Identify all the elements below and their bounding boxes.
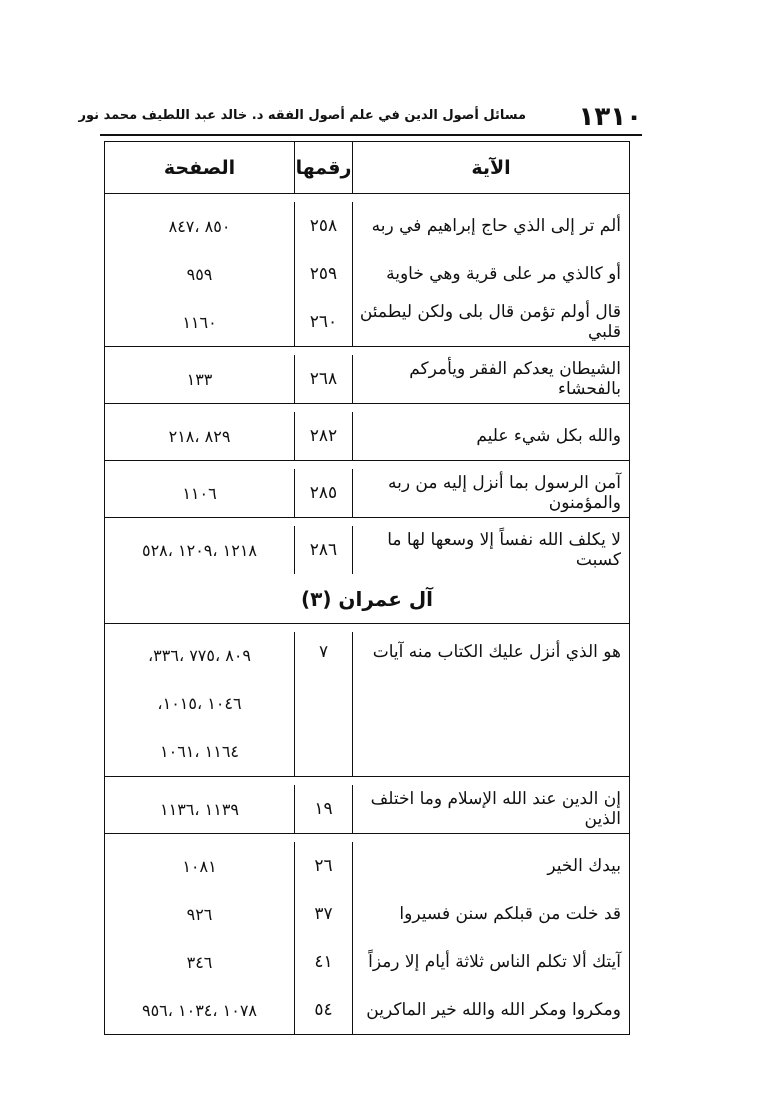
ayah-cell: والله بكل شيء عليم bbox=[352, 412, 629, 460]
verse-index-table bbox=[104, 141, 630, 1035]
entry-group bbox=[105, 461, 629, 518]
entry-group bbox=[105, 777, 629, 834]
column-header-ayah: الآية bbox=[352, 142, 629, 193]
ayah-number-cell: ٢٨٥ bbox=[294, 469, 352, 517]
ayah-number-cell: ٢٨٢ bbox=[294, 412, 352, 460]
table-row bbox=[105, 624, 629, 776]
page-refs-cell: ٨٢٩ ،٢١٨ bbox=[168, 426, 231, 446]
page-refs-cell: ٨٥٠ ،٨٤٧ bbox=[168, 216, 231, 236]
table-row bbox=[105, 518, 629, 574]
column-header-number: رقمها bbox=[294, 142, 352, 193]
ayah-cell: قال أولم تؤمن قال بلى ولكن ليطمئن قلبي bbox=[352, 298, 629, 346]
ayah-number-cell: ٢٥٩ bbox=[294, 250, 352, 298]
table-row bbox=[105, 298, 629, 346]
ayah-number-cell: ٢٨٦ bbox=[294, 526, 352, 574]
ayah-number-cell: ٤١ bbox=[294, 938, 352, 986]
ayah-number-cell: ٥٤ bbox=[294, 986, 352, 1034]
table-header-row bbox=[105, 142, 629, 194]
entry-group bbox=[105, 347, 629, 404]
ayah-cell: بيدك الخير bbox=[352, 842, 629, 890]
page-ref-line: ١١٦٤ ،١٠٦١ bbox=[160, 742, 240, 761]
table-row bbox=[105, 461, 629, 517]
ayah-cell: ألم تر إلى الذي حاج إبراهيم في ربه bbox=[352, 202, 629, 250]
ayah-number-cell: ٣٧ bbox=[294, 890, 352, 938]
table-row bbox=[105, 986, 629, 1034]
page-refs-cell: ١١٦٠ bbox=[182, 312, 217, 332]
table-row bbox=[105, 938, 629, 986]
ayah-cell: ومكروا ومكر الله والله خير الماكرين bbox=[352, 986, 629, 1034]
column-header-page: الصفحة bbox=[163, 156, 236, 179]
page-number: ١٣١٠ bbox=[578, 102, 642, 132]
table-row bbox=[105, 194, 629, 250]
ayah-cell: أو كالذي مر على قرية وهي خاوية bbox=[352, 250, 629, 298]
running-title: مسائل أصول الدين في علم أصول الفقه د. خالد عبد اللطيف محمد نور bbox=[78, 108, 526, 123]
table-row bbox=[105, 347, 629, 403]
page-refs-cell: ١٠٧٨ ،١٠٣٤ ،٩٥٦ bbox=[141, 1000, 258, 1020]
ayah-cell: الشيطان يعدكم الفقر ويأمركم بالفحشاء bbox=[352, 355, 629, 403]
ayah-number-cell: ١٩ bbox=[294, 785, 352, 833]
ayah-cell: هو الذي أنزل عليك الكتاب منه آيات bbox=[352, 632, 629, 776]
ayah-number-cell: ٢٦٨ bbox=[294, 355, 352, 403]
page-refs-cell: ١٢١٨ ،١٢٠٩ ،٥٢٨ bbox=[141, 540, 258, 560]
surah-heading-row bbox=[105, 574, 629, 624]
page-refs-cell: ٣٤٦ bbox=[186, 952, 213, 972]
ayah-cell: آيتك ألا تكلم الناس ثلاثة أيام إلا رمزاً bbox=[352, 938, 629, 986]
ayah-number-cell: ٢٥٨ bbox=[294, 202, 352, 250]
ayah-number-cell: ٢٦٠ bbox=[294, 298, 352, 346]
page-refs-cell bbox=[105, 632, 294, 776]
table-row bbox=[105, 834, 629, 890]
page-refs-cell: ١٠٨١ bbox=[182, 856, 217, 876]
table-row bbox=[105, 250, 629, 298]
page-header bbox=[78, 100, 642, 136]
baqarah-section bbox=[105, 194, 629, 574]
ayah-number-cell: ٧ bbox=[294, 632, 352, 776]
entry-group bbox=[105, 624, 629, 777]
ayah-cell: قد خلت من قبلكم سنن فسيروا bbox=[352, 890, 629, 938]
ayah-cell: لا يكلف الله نفساً إلا وسعها لها ما كسبت bbox=[352, 526, 629, 574]
table-row bbox=[105, 890, 629, 938]
page-ref-line: ١٠٤٦ ،١٠١٥، bbox=[157, 694, 242, 713]
page-refs-cell: ٩٥٩ bbox=[186, 264, 213, 284]
page-refs-cell: ٩٢٦ bbox=[186, 904, 213, 924]
entry-group bbox=[105, 518, 629, 574]
ayah-cell: آمن الرسول بما أنزل إليه من ربه والمؤمنون bbox=[352, 469, 629, 517]
page-refs-cell: ١٣٣ bbox=[186, 369, 213, 389]
page-ref-line: ٨٠٩ ،٧٧٥ ،٣٣٦، bbox=[148, 646, 252, 665]
page-refs-cell: ١١٠٦ bbox=[182, 483, 217, 503]
ayah-number-cell: ٢٦ bbox=[294, 842, 352, 890]
table-row bbox=[105, 777, 629, 833]
entry-group bbox=[105, 404, 629, 461]
entry-group bbox=[105, 834, 629, 1034]
al-imran-section bbox=[105, 624, 629, 1034]
surah-heading: آل عمران (٣) bbox=[300, 586, 434, 611]
ayah-cell: إن الدين عند الله الإسلام وما اختلف الذين bbox=[352, 785, 629, 833]
table-row bbox=[105, 404, 629, 460]
page-refs-cell: ١١٣٩ ،١١٣٦ bbox=[160, 799, 239, 819]
entry-group bbox=[105, 194, 629, 347]
